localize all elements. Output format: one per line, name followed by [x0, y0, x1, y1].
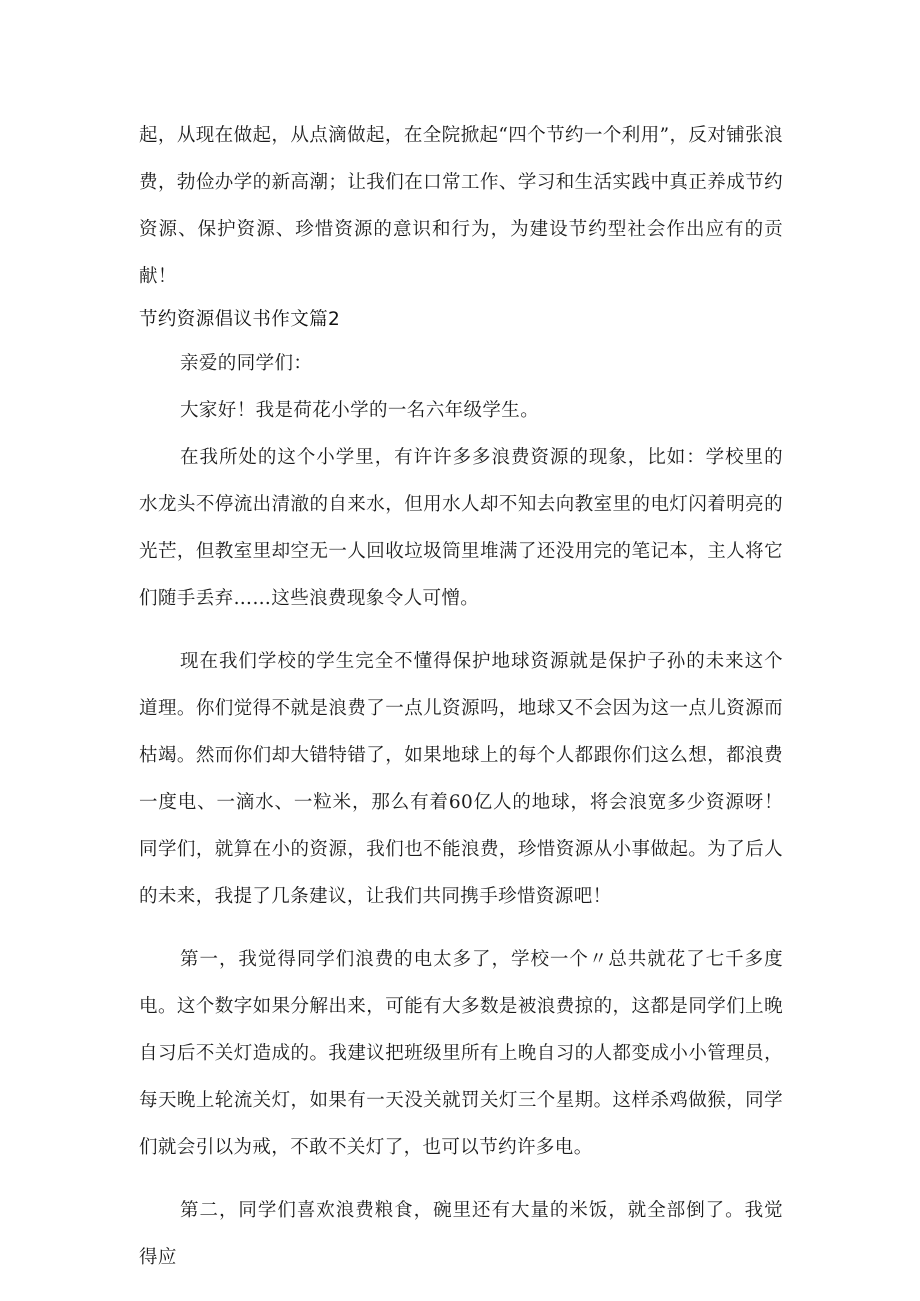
paragraph-waste-examples: 在我所处的这个小学里，有许许多多浪费资源的现象，比如：学校里的水龙头不停流出清澈的自来水，但用水人却不知去向教室里的电灯闪着明亮的光芒，但教室里却空无一人回收垃圾筒里堆满了还没用完的笔记本，主人将它们随手丢弃……这些浪费现象令人可憎。 — [139, 447, 783, 609]
paragraph-suggestion-food: 第二，同学们喜欢浪费粮食，碗里还有大量的米饭，就全部倒了。我觉得应 — [139, 1200, 783, 1268]
paragraph-intro-tail: 起，从现在做起，从点滴做起，在全院掀起“四个节约一个利用”，反对铺张浪费，勃俭办学的新高潮；让我们在口常工作、学习和生活实践中真正养成节约资源、保护资源、珍惜资源的意识和行为，为建设节约型社会作出应有的贡献！ — [139, 125, 783, 287]
section-heading: 节约资源倡议书作文篇2 — [139, 309, 341, 330]
document-body — [139, 112, 783, 1281]
paragraph-earth-resources: 现在我们学校的学生完全不懂得保护地球资源就是保护子孙的未来这个道理。你们觉得不就是浪费了一点儿资源吗，地球又不会因为这一点儿资源而枯竭。然而你们却大错特错了，如果地球上的每个人都跟你们这么想，都浪费一度电、一滴水、一粒米，那么有着60亿人的地球，将会浪宽多少资源呀！同学们，就算在小的资源，我们也不能浪费，珍惜资源从小事做起。为了后人的未来，我提了几条建议，让我们共同携手珍惜资源吧！ — [139, 651, 783, 907]
paragraph-suggestion-electricity: 第一，我觉得同学们浪费的电太多了，学校一个〃总共就花了七千多度电。这个数字如果分解出来，可能有大多数是被浪费掠的，这都是同学们上晚自习后不关灯造成的。我建议把班级里所有上晚自习的人都变成小小管理员，每天晚上轮流关灯，如果有一天没关就罚关灯三个星期。这样杀鸡做猴，同学们就会引以为戒，不敢不关灯了，也可以节约许多电。 — [139, 949, 783, 1158]
paragraph-intro: 大家好！我是荷花小学的一名六年级学生。 — [180, 400, 540, 421]
greeting: 亲爱的同学们： — [180, 353, 313, 374]
